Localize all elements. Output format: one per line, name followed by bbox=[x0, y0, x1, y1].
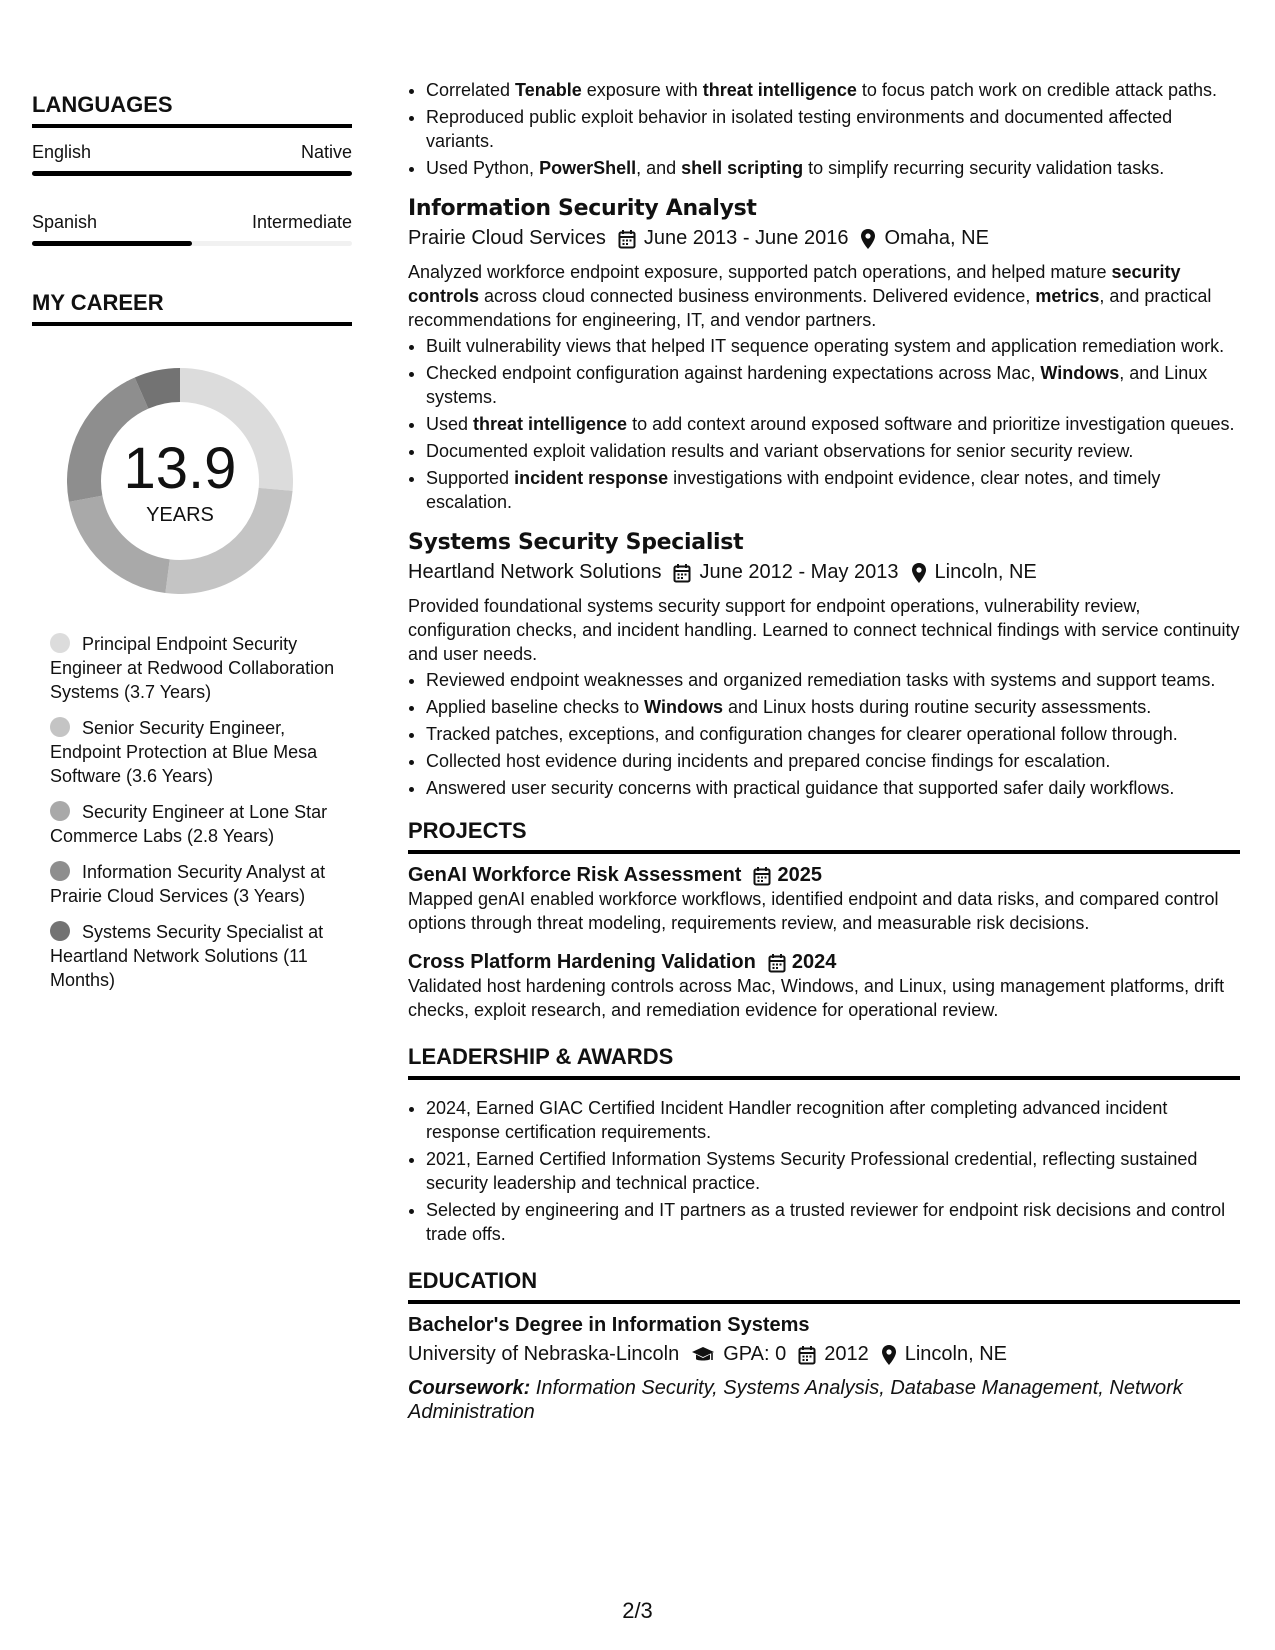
language-level: Intermediate bbox=[251, 212, 352, 232]
career-legend-item bbox=[50, 716, 340, 788]
job-meta bbox=[408, 227, 1240, 250]
calendar-icon bbox=[673, 563, 691, 583]
education-location: Lincoln, NE bbox=[904, 1343, 1008, 1365]
legend-dot-icon bbox=[50, 633, 70, 653]
bullet-item: • 2021, Earned Certified Information Systems Security Professional credential, reflecting sustained security leadership and technical practice. bbox=[426, 1147, 1240, 1195]
map-pin-icon bbox=[911, 562, 927, 584]
job-dates: June 2012 - May 2013 bbox=[699, 561, 899, 583]
bullet-item: • 2024, Earned GIAC Certified Incident Handler recognition after completing advanced incident response certification requirements. bbox=[426, 1096, 1240, 1144]
career-legend-label: Information Security Analyst at Prairie Cloud Services (3 Years) bbox=[50, 862, 326, 906]
career-legend-item bbox=[50, 920, 340, 992]
bullet-item: • Used Python, PowerShell, and shell scripting to simplify recurring security validation tasks. bbox=[426, 156, 1240, 180]
career-legend-label: Senior Security Engineer, Endpoint Protection at Blue Mesa Software (3.6 Years) bbox=[50, 718, 318, 786]
education-gpa: GPA: 0 bbox=[723, 1343, 787, 1365]
job-company: Heartland Network Solutions bbox=[408, 561, 662, 583]
graduation-cap-icon bbox=[691, 1345, 715, 1365]
career-legend-item bbox=[50, 860, 340, 908]
project-description: Validated host hardening controls across Mac, Windows, and Linux, using management platforms, drift checks, exploit research, and remediation evidence for operational review. bbox=[408, 976, 1225, 1020]
main-content bbox=[408, 78, 1240, 1424]
legend-dot-icon bbox=[50, 801, 70, 821]
bullet-item: • Reproduced public exploit behavior in isolated testing environments and documented affected variants. bbox=[426, 105, 1240, 153]
bullet-item: • Correlated Tenable exposure with threat intelligence to focus patch work on credible attack paths. bbox=[426, 78, 1240, 102]
language-proficiency-fill bbox=[32, 171, 352, 176]
career-legend-label: Security Engineer at Lone Star Commerce Labs (2.8 Years) bbox=[50, 802, 328, 846]
bullet-item: • Built vulnerability views that helped IT sequence operating system and application remediation work. bbox=[426, 334, 1240, 358]
bullet-item: • Applied baseline checks to Windows and Linux hosts during routine security assessments. bbox=[426, 695, 1240, 719]
coursework-list: Information Security, Systems Analysis, Database Management, Network Administration bbox=[408, 1377, 1183, 1423]
job-summary: Provided foundational systems security support for endpoint operations, vulnerability review, configuration checks, and incident handling. Learned to connect technical findings with service continuity and user needs. bbox=[408, 596, 1240, 664]
coursework-label: Coursework: bbox=[408, 1377, 531, 1399]
project-description: Mapped genAI enabled workforce workflows, identified endpoint and data risks, and compared control options through threat modeling, requirements review, and measurable risk decisions. bbox=[408, 889, 1219, 933]
education-school: University of Nebraska-Lincoln bbox=[408, 1343, 680, 1365]
project-title: GenAI Workforce Risk Assessment bbox=[408, 864, 742, 886]
legend-dot-icon bbox=[50, 861, 70, 881]
job-meta bbox=[408, 561, 1240, 584]
sidebar bbox=[32, 92, 352, 1004]
project-title: Cross Platform Hardening Validation bbox=[408, 951, 756, 973]
map-pin-icon bbox=[881, 1344, 897, 1366]
bullet-item: • Selected by engineering and IT partners as a trusted reviewer for endpoint risk decisions and control trade offs. bbox=[426, 1198, 1240, 1246]
career-legend-item bbox=[50, 632, 340, 704]
bullet-item: • Tracked patches, exceptions, and configuration changes for clearer operational follow through. bbox=[426, 722, 1240, 746]
project-title-row bbox=[408, 864, 1240, 887]
leadership-list bbox=[408, 1096, 1240, 1246]
job-dates: June 2013 - June 2016 bbox=[643, 227, 849, 249]
projects-heading: PROJECTS bbox=[408, 818, 1240, 854]
legend-dot-icon bbox=[50, 717, 70, 737]
page-number: 2/3 bbox=[622, 1598, 653, 1623]
languages-heading: LANGUAGES bbox=[32, 92, 352, 128]
job-entry bbox=[408, 196, 1240, 514]
career-legend-label: Principal Endpoint Security Engineer at Redwood Collaboration Systems (3.7 Years) bbox=[50, 634, 335, 702]
bullet-item: • Answered user security concerns with practical guidance that supported safer daily workflows. bbox=[426, 776, 1240, 800]
calendar-icon bbox=[768, 953, 786, 973]
job-title: Information Security Analyst bbox=[408, 196, 757, 221]
project-entry bbox=[408, 864, 1240, 935]
bullet-item: • Checked endpoint configuration against hardening expectations across Mac, Windows, and Linux systems. bbox=[426, 361, 1240, 409]
language-proficiency-bar bbox=[32, 171, 352, 176]
bullet-item: • Used threat intelligence to add context around exposed software and prioritize investigation queues. bbox=[426, 412, 1240, 436]
career-total-years: 13.9 bbox=[123, 435, 237, 501]
career-legend-item bbox=[50, 800, 340, 848]
education-heading: EDUCATION bbox=[408, 1268, 1240, 1304]
career-total-unit: YEARS bbox=[146, 503, 214, 526]
job-location: Omaha, NE bbox=[884, 227, 989, 249]
project-title-row bbox=[408, 951, 1240, 974]
bullet-item: • Collected host evidence during incidents and prepared concise findings for escalation. bbox=[426, 749, 1240, 773]
education-coursework bbox=[408, 1376, 1240, 1424]
education-meta bbox=[408, 1343, 1240, 1366]
language-proficiency-bar bbox=[32, 241, 352, 246]
career-legend-label: Systems Security Specialist at Heartland Network Solutions (11 Months) bbox=[50, 922, 324, 990]
job-bullets bbox=[408, 334, 1240, 514]
legend-dot-icon bbox=[50, 921, 70, 941]
project-year: 2024 bbox=[791, 951, 837, 973]
job-company: Prairie Cloud Services bbox=[408, 227, 606, 249]
job-bullets bbox=[408, 668, 1240, 800]
job-title: Systems Security Specialist bbox=[408, 530, 744, 555]
calendar-icon bbox=[618, 229, 636, 249]
bullet-item: • Documented exploit validation results and variant observations for senior security review. bbox=[426, 439, 1240, 463]
map-pin-icon bbox=[860, 228, 876, 250]
career-legend bbox=[32, 632, 340, 992]
language-item bbox=[32, 142, 352, 176]
job-location: Lincoln, NE bbox=[934, 561, 1037, 583]
project-year: 2025 bbox=[777, 864, 822, 886]
language-name: English bbox=[32, 142, 92, 162]
language-proficiency-fill bbox=[32, 241, 192, 246]
bullet-item: • Reviewed endpoint weaknesses and organized remediation tasks with systems and support teams. bbox=[426, 668, 1240, 692]
calendar-icon bbox=[753, 866, 771, 886]
language-name: Spanish bbox=[32, 212, 98, 232]
job-summary: Analyzed workforce endpoint exposure, supported patch operations, and helped mature security controls across cloud connected business environments. Delivered evidence, metrics, and practical recommendations for engineering, IT, and vendor partners. bbox=[408, 262, 1212, 330]
education-year: 2012 bbox=[824, 1343, 869, 1365]
experience-bullets bbox=[408, 78, 1240, 180]
calendar-icon bbox=[798, 1345, 816, 1365]
language-level: Native bbox=[300, 142, 352, 162]
job-entry bbox=[408, 530, 1240, 800]
education-degree: Bachelor's Degree in Information Systems bbox=[408, 1314, 810, 1336]
project-entry bbox=[408, 951, 1240, 1022]
education-entry bbox=[408, 1314, 1240, 1424]
career-heading: MY CAREER bbox=[32, 290, 352, 326]
bullet-item: • Supported incident response investigations with endpoint evidence, clear notes, and timely escalation. bbox=[426, 466, 1240, 514]
language-item bbox=[32, 212, 352, 246]
career-donut-chart bbox=[67, 368, 293, 594]
leadership-heading: LEADERSHIP & AWARDS bbox=[408, 1044, 1240, 1080]
